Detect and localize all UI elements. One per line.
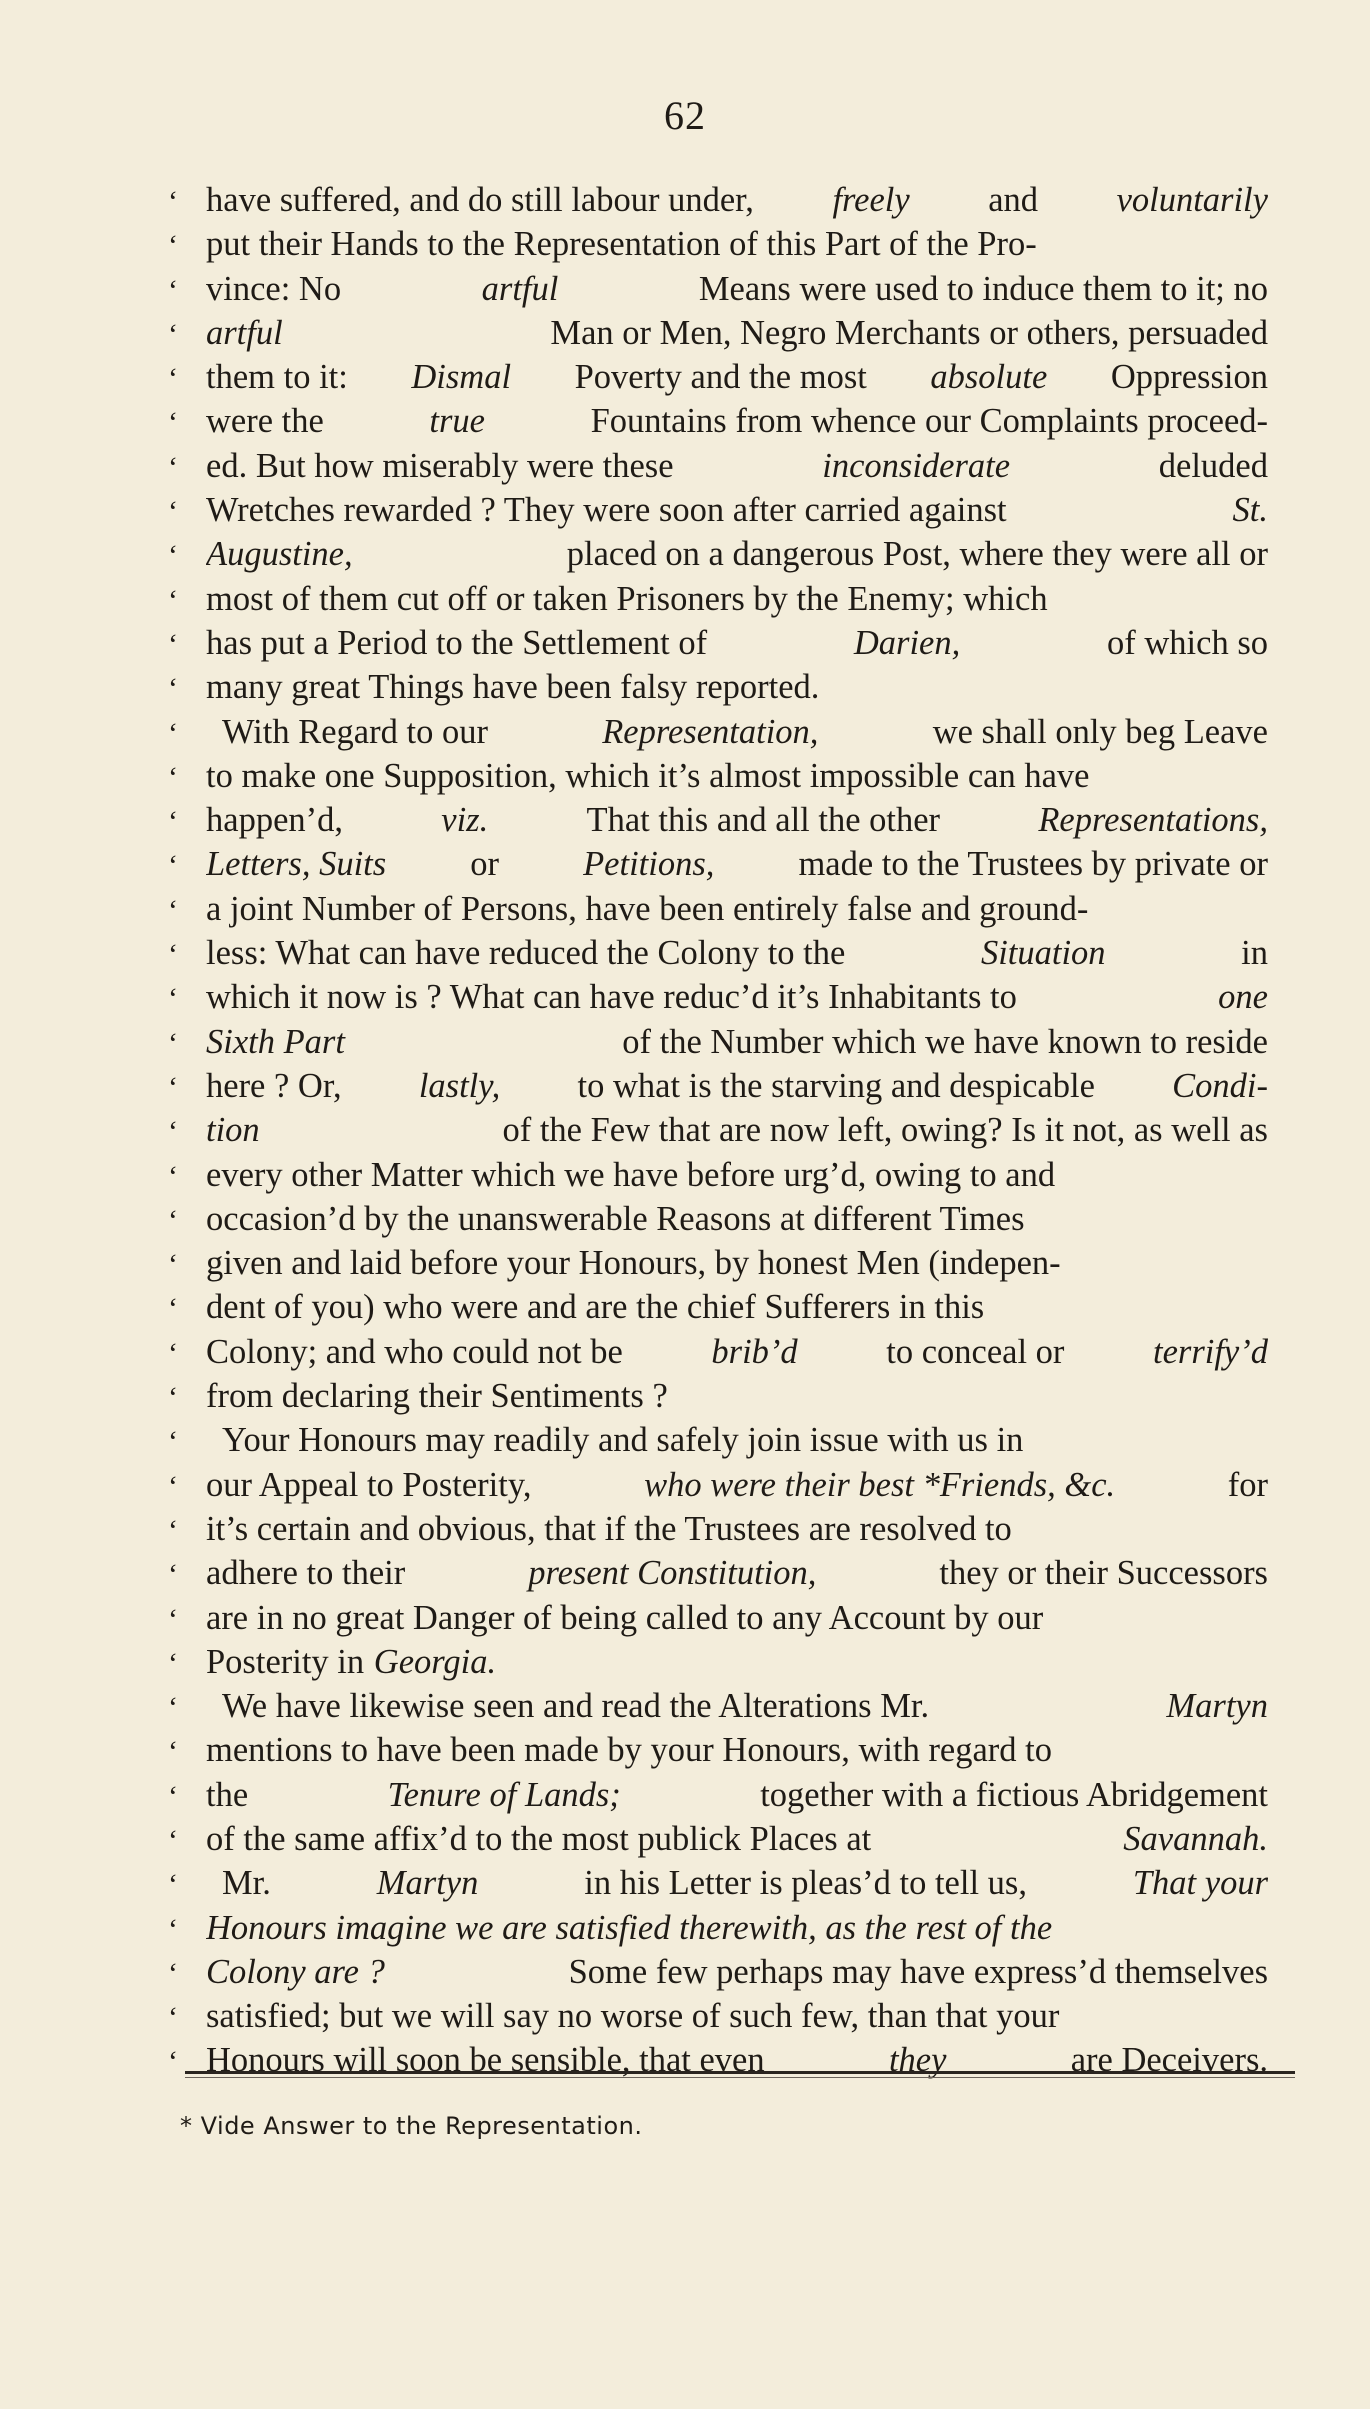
text-line — [168, 178, 1268, 222]
line-text — [206, 798, 1268, 842]
text-line — [168, 1020, 1268, 1064]
quote-mark: ‘ — [168, 229, 178, 263]
text-line — [168, 1596, 1268, 1640]
text-line — [168, 1994, 1268, 2038]
line-text — [206, 311, 1268, 355]
text-line — [168, 1507, 1268, 1551]
text-segment: of which so — [1107, 623, 1268, 662]
italic-segment: lastly, — [418, 1066, 501, 1105]
italic-segment: Augustine, — [206, 535, 353, 574]
line-text — [206, 444, 1268, 488]
quote-mark: ‘ — [168, 450, 178, 484]
line-text — [206, 532, 1268, 576]
text-line — [168, 1684, 1268, 1728]
line-text — [206, 222, 1268, 266]
quote-mark: ‘ — [168, 1602, 178, 1636]
quote-mark: ‘ — [168, 1868, 178, 1902]
text-segment: dent of you) who were and are the chief Sufferers in this — [206, 1288, 985, 1327]
italic-segment: Martyn — [376, 1864, 479, 1903]
text-segment: deluded — [1158, 446, 1268, 485]
line-text — [206, 1640, 1268, 1684]
text-line — [168, 1153, 1268, 1197]
text-segment: of the Number which we have known to reside — [622, 1022, 1268, 1061]
italic-segment: viz. — [441, 801, 489, 840]
text-segment: We have likewise seen and read the Alterations Mr. — [222, 1687, 930, 1726]
text-segment: them to it: — [206, 358, 348, 397]
text-segment: occasion’d by the unanswerable Reasons at different Times — [206, 1199, 1025, 1238]
text-segment: to make one Supposition, which it’s almost impossible can have — [206, 756, 1090, 795]
quote-mark: ‘ — [168, 893, 178, 927]
quote-mark: ‘ — [168, 2045, 178, 2079]
quote-mark: ‘ — [168, 672, 178, 706]
quote-mark: ‘ — [168, 1115, 178, 1149]
quote-mark: ‘ — [168, 583, 178, 617]
text-line — [168, 710, 1268, 754]
text-segment: happen’d, — [206, 801, 343, 840]
text-line — [168, 267, 1268, 311]
text-segment: Means were used to induce them to it; no — [698, 269, 1268, 308]
text-line — [168, 887, 1268, 931]
text-segment: together with a fictious Abridgement — [760, 1775, 1268, 1814]
text-segment: made to the Trustees by private or — [798, 845, 1268, 884]
quote-mark: ‘ — [168, 1956, 178, 1990]
line-text — [206, 1596, 1268, 1640]
italic-segment: Martyn — [1166, 1687, 1268, 1726]
text-segment: put their Hands to the Representation of this Part of the Pro- — [206, 225, 1037, 264]
line-text — [206, 1551, 1268, 1595]
quote-mark: ‘ — [168, 1558, 178, 1592]
text-line — [168, 1241, 1268, 1285]
text-line — [168, 355, 1268, 399]
text-segment: which it now is ? What can have reduc’d it’s Inhabitants to — [206, 978, 1017, 1017]
quote-mark: ‘ — [168, 1691, 178, 1725]
line-text — [206, 754, 1268, 798]
quote-mark: ‘ — [168, 938, 178, 972]
text-segment: Your Honours may readily and safely join issue with us in — [222, 1421, 1024, 1460]
line-text — [206, 1950, 1268, 1994]
text-line — [168, 1551, 1268, 1595]
italic-segment: Tenure of Lands; — [387, 1775, 621, 1814]
text-segment: a joint Number of Persons, have been entirely false and ground- — [206, 889, 1089, 928]
quote-mark: ‘ — [168, 627, 178, 661]
quote-mark: ‘ — [168, 1779, 178, 1813]
italic-segment: tion — [206, 1111, 260, 1150]
text-line — [168, 975, 1268, 1019]
italic-segment: present Constitution, — [528, 1554, 817, 1593]
italic-segment: Representation, — [602, 712, 819, 751]
text-segment: it’s certain and obvious, that if the Trustees are resolved to — [206, 1509, 1012, 1548]
text-segment: we shall only beg Leave — [932, 712, 1268, 751]
text-line — [168, 1108, 1268, 1152]
quote-mark: ‘ — [168, 805, 178, 839]
italic-segment: Letters, Suits — [206, 845, 387, 884]
text-segment: and — [988, 181, 1039, 219]
text-line — [168, 665, 1268, 709]
text-segment: of the same affix’d to the most publick Places at — [206, 1819, 872, 1858]
text-line — [168, 1773, 1268, 1817]
quote-mark: ‘ — [168, 1203, 178, 1237]
text-line — [168, 1861, 1268, 1905]
text-line — [168, 399, 1268, 443]
italic-segment: Honours imagine we are satisfied therewith, as the rest of the — [206, 1908, 1053, 1947]
line-text — [206, 1020, 1268, 1064]
text-line — [168, 1418, 1268, 1462]
text-line — [168, 1817, 1268, 1861]
text-line — [168, 1906, 1268, 1950]
quote-mark: ‘ — [168, 1469, 178, 1503]
text-segment: Mr. — [222, 1864, 271, 1903]
text-line — [168, 621, 1268, 665]
text-segment: most of them cut off or taken Prisoners by the Enemy; which — [206, 579, 1048, 618]
quote-mark: ‘ — [168, 1292, 178, 1326]
quote-mark: ‘ — [168, 362, 178, 396]
text-segment: vince: No — [206, 269, 342, 308]
quote-mark: ‘ — [168, 1513, 178, 1547]
italic-segment: Condi- — [1172, 1066, 1268, 1105]
text-segment: here ? Or, — [206, 1066, 342, 1105]
text-segment: satisfied; but we will say no worse of such few, than that your — [206, 1997, 1060, 2036]
line-text — [206, 1906, 1268, 1950]
italic-segment: inconsiderate — [822, 446, 1011, 485]
text-line — [168, 1640, 1268, 1684]
line-text — [206, 1463, 1268, 1507]
italic-segment: terrify’d — [1153, 1332, 1268, 1371]
text-line — [168, 1728, 1268, 1772]
line-text — [206, 355, 1268, 399]
italic-segment: true — [429, 402, 485, 441]
quote-mark: ‘ — [168, 1248, 178, 1282]
line-text — [206, 488, 1268, 532]
line-text — [206, 1374, 1268, 1418]
line-text — [206, 399, 1268, 443]
text-segment: That this and all the other — [586, 801, 941, 840]
italic-segment: one — [1218, 978, 1268, 1017]
line-text — [206, 1285, 1268, 1329]
text-segment: in his Letter is pleas’d to tell us, — [584, 1864, 1027, 1903]
line-text — [206, 1773, 1268, 1817]
text-segment: the — [206, 1775, 249, 1814]
text-line — [168, 532, 1268, 576]
italic-segment: Petitions, — [583, 845, 715, 884]
line-text — [206, 1241, 1268, 1285]
quote-mark: ‘ — [168, 1070, 178, 1104]
quote-mark: ‘ — [168, 1159, 178, 1193]
page-number: 62 — [664, 93, 706, 138]
text-segment: many great Things have been falsy reported. — [206, 668, 820, 707]
line-text — [206, 1994, 1268, 2038]
italic-segment: Darien, — [853, 623, 961, 662]
line-text — [222, 1684, 1268, 1728]
footnote: * Vide Answer to the Representation. — [180, 2112, 643, 2140]
line-text — [206, 1330, 1268, 1374]
line-text — [206, 1507, 1268, 1551]
text-line — [168, 1197, 1268, 1241]
quote-mark: ‘ — [168, 406, 178, 440]
line-text — [206, 178, 1268, 222]
italic-segment: who were their best *Friends, &c. — [644, 1465, 1116, 1504]
quote-mark: ‘ — [168, 317, 178, 351]
text-line — [168, 1285, 1268, 1329]
italic-segment: artful — [206, 313, 283, 352]
line-text — [206, 887, 1268, 931]
line-text — [206, 621, 1268, 665]
italic-segment: Sixth Part — [206, 1022, 345, 1061]
italic-segment: That your — [1132, 1864, 1268, 1903]
italic-segment: absolute — [930, 358, 1048, 397]
quote-mark: ‘ — [168, 273, 178, 307]
text-segment: has put a Period to the Settlement of — [206, 623, 708, 662]
text-line — [168, 577, 1268, 621]
line-text — [206, 1817, 1268, 1861]
text-segment: are Deceivers. — [1070, 2041, 1268, 2080]
text-segment: from declaring their Sentiments ? — [206, 1377, 668, 1416]
italic-segment: Dismal — [411, 358, 512, 397]
quote-mark: ‘ — [168, 1735, 178, 1769]
text-segment: Poverty and the most — [574, 358, 867, 397]
text-segment: have suffered, and do still labour under, — [206, 181, 754, 219]
text-segment: to conceal or — [886, 1332, 1065, 1371]
italic-segment: Colony are ? — [206, 1952, 385, 1991]
line-text — [206, 1064, 1268, 1108]
italic-segment: freely — [832, 181, 910, 219]
italic-segment: Georgia. — [373, 1642, 497, 1681]
quote-mark: ‘ — [168, 1912, 178, 1946]
text-segment: ed. But how miserably were these — [206, 446, 674, 485]
text-line — [168, 1064, 1268, 1108]
text-segment: less: What can have reduced the Colony to the — [206, 934, 846, 973]
line-text — [206, 1153, 1268, 1197]
text-line — [168, 222, 1268, 266]
italic-segment: they — [888, 2041, 947, 2080]
text-segment: given and laid before your Honours, by honest Men (indepen- — [206, 1244, 1061, 1283]
text-segment: Colony; and who could not be — [206, 1332, 623, 1371]
quote-mark: ‘ — [168, 982, 178, 1016]
quote-mark: ‘ — [168, 1646, 178, 1680]
text-segment: Honours will soon be sensible, that even — [206, 2041, 765, 2080]
text-line — [168, 1374, 1268, 1418]
quote-mark: ‘ — [168, 760, 178, 794]
quote-mark: ‘ — [168, 1381, 178, 1415]
line-text — [222, 1861, 1268, 1905]
text-segment: Wretches rewarded ? They were soon after carried against — [206, 491, 1007, 530]
text-line — [168, 754, 1268, 798]
italic-segment: Representations, — [1038, 801, 1268, 840]
footnote-rule — [185, 2071, 1295, 2074]
text-segment: mentions to have been made by your Honours, with regard to — [206, 1731, 1053, 1770]
italic-segment: voluntarily — [1116, 181, 1268, 219]
text-segment: Posterity in — [206, 1642, 365, 1681]
text-segment: adhere to their — [206, 1554, 406, 1593]
text-line — [168, 931, 1268, 975]
line-text — [206, 1728, 1268, 1772]
text-line — [168, 488, 1268, 532]
text-line — [168, 1330, 1268, 1374]
text-segment: Some few perhaps may have express’d themselves — [568, 1952, 1268, 1991]
text-segment: With Regard to our — [222, 712, 488, 751]
body-text — [168, 178, 1268, 2083]
line-text — [206, 931, 1268, 975]
quote-mark: ‘ — [168, 1336, 178, 1370]
footnote-rule-thin — [185, 2077, 1295, 2078]
italic-segment: artful — [481, 269, 559, 308]
text-segment: Man or Men, Negro Merchants or others, persuaded — [550, 313, 1268, 352]
line-text — [206, 1108, 1268, 1152]
text-segment: for — [1227, 1465, 1268, 1504]
text-line — [168, 1463, 1268, 1507]
quote-mark: ‘ — [168, 1425, 178, 1459]
text-segment: or — [470, 845, 500, 884]
quote-mark: ‘ — [168, 1026, 178, 1060]
text-segment: of the Few that are now left, owing? Is it not, as well as — [502, 1111, 1268, 1150]
text-segment: in — [1241, 934, 1268, 973]
quote-mark: ‘ — [168, 849, 178, 883]
quote-mark: ‘ — [168, 2001, 178, 2035]
text-segment: placed on a dangerous Post, where they were all or — [566, 535, 1268, 574]
line-text — [206, 975, 1268, 1019]
text-line — [168, 1950, 1268, 1994]
italic-segment: Situation — [980, 934, 1106, 973]
italic-segment: brib’d — [711, 1332, 798, 1371]
text-segment: to what is the starving and despicable — [577, 1066, 1095, 1105]
quote-mark: ‘ — [168, 1823, 178, 1857]
text-line — [168, 842, 1268, 886]
text-segment: they or their Successors — [939, 1554, 1268, 1593]
italic-segment: Savannah. — [1123, 1819, 1268, 1858]
line-text — [206, 842, 1268, 886]
quote-mark: ‘ — [168, 495, 178, 529]
line-text — [222, 710, 1268, 754]
line-text — [206, 267, 1268, 311]
text-line — [168, 311, 1268, 355]
line-text — [222, 1418, 1268, 1462]
line-text — [206, 665, 1268, 709]
text-segment: are in no great Danger of being called to any Account by our — [206, 1598, 1044, 1637]
text-segment: our Appeal to Posterity, — [206, 1465, 532, 1504]
line-text — [206, 1197, 1268, 1241]
quote-mark: ‘ — [168, 539, 178, 573]
text-segment: Oppression — [1110, 358, 1268, 397]
text-segment: Fountains from whence our Complaints proceed- — [590, 402, 1268, 441]
text-line — [168, 444, 1268, 488]
text-segment: every other Matter which we have before urg’d, owing to and — [206, 1155, 1056, 1194]
line-text — [206, 577, 1268, 621]
text-line — [168, 798, 1268, 842]
italic-segment: St. — [1232, 491, 1268, 530]
text-segment: were the — [206, 402, 324, 441]
quote-mark: ‘ — [168, 185, 178, 218]
quote-mark: ‘ — [168, 716, 178, 750]
